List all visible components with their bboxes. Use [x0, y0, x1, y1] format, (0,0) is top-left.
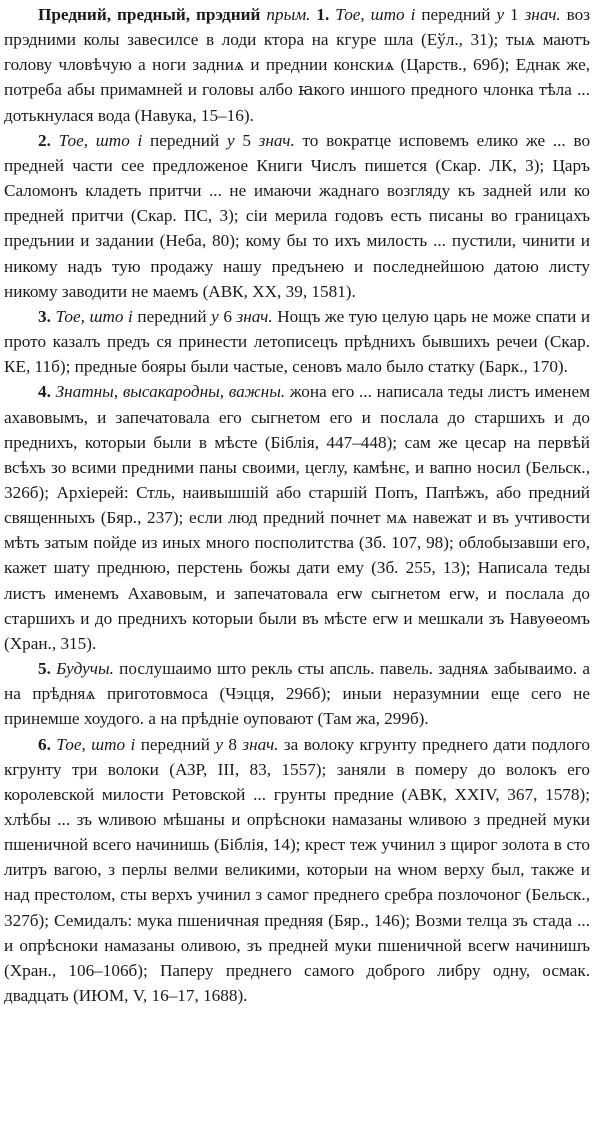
sense-text: за волоку кгрунту преднего дати подлого кгрунту три волоки (АЗР, III, 83, 1557); заняли в померу до волокъ его королевской милости Ретовской ... грунты предние (АВК, XXIV, 367, 1578); хлѣбы ... зъ ѡливою мѣшаны и опрѣсноки намазаны ѡливою з предней муки пшеничной всего начинишь (Біблія, 14); крест теж учинил з щирог золота в сто литръ вагою, з перлы велми великими, которыи на ѡном верху был, также и над престолом, сты верхъ учинил з самог преднего сребра позлочоног (Бельск., 327б); Семидалъ: мука пшеничная предняя (Бяр., 146); Возми телца зъ стада ... и опрѣсноки намазаны оливою, зъ предней муки пшеничной всегѡ начинишъ (Хран., 106–106б); Паперу преднего самого доброго либру одну, осмак. двадцать (ИЮМ, V, 16–17, 1688).: [4, 734, 591, 1006]
sense-text: жона его ... написала теды листъ именем ахавовымъ, и запечатовала его сыгнетом его и послала до старшихъ и до преднихъ, которыи были в мѣсте (Біблія, 447–448); сам же цесар на первѣй всѣхъ зо всими предними паны своими, цеглу, камѣнє, и вапно носил (Бельск., 326б); Архіерей: Стль, наивышшій або старшій Попъ, Папѣжъ, або предний священныхъ (Бяр., 237); если люд предний почнет мѧ навежат и въ учтивости мѣть затым пойде из иных много посполитства (Зб. 107, 98); облобызавши его, кажет шату преднюю, перстень божы дати ему (Зб. 255, 13); Написала теды листъ именемъ Ахавовым, и запечатовала егѡ сыгнетом егѡ, и послала до старшихъ и до преднихъ которыи были въ мѣсте егѡ и мешкали зъ Навуѳеомъ (Хран., 315).: [4, 382, 590, 653]
sense-definition-tail: передний: [421, 5, 491, 24]
sense-4-paragraph: [4, 379, 590, 656]
sense-text: послушаимо што рекль сты апсль. павель. задняѧ забываимо. а на прѣдняѧ приготовмоса (Чэцця, 296б); иныи неразумнии еще сего не принемше хоудого. а на прѣдніе оуповают (Там жа, 299б).: [4, 659, 590, 729]
sense-number: 4.: [38, 382, 51, 402]
sense-number: 5.: [38, 659, 51, 679]
sense-definition: Тое, што і: [58, 130, 143, 150]
sense-number: 3.: [38, 306, 51, 326]
sense-text: Нощъ же тую целую царь не може спати и прото казалъ предъ ся принести летописецъ прѣднихъ бывшихъ речеи (Скар. КЕ, 11б); предные бояры были частые, сеновъ мало было статку (Барк., 170).: [4, 306, 591, 377]
sense-ref-suffix: знач.: [236, 306, 273, 326]
sense-ref-prefix: у: [215, 734, 223, 754]
dictionary-entry: [4, 2, 590, 1008]
sense-definition-tail: передний: [140, 734, 210, 754]
sense-ref-suffix: знач.: [524, 5, 561, 24]
sense-5-paragraph: [4, 656, 590, 731]
sense-ref-suffix: знач.: [242, 734, 279, 754]
sense-ref-suffix: знач.: [258, 130, 295, 150]
sense-definition: Будучы.: [56, 659, 114, 679]
sense-ref-prefix: у: [211, 306, 219, 326]
sense-definition-tail: передний: [137, 306, 207, 326]
sense-definition: Знатны, высакародны, важны.: [55, 382, 286, 402]
sense-2-paragraph: [4, 128, 590, 304]
sense-definition: Тое, што і: [55, 306, 133, 326]
sense-ref-prefix: у: [496, 5, 505, 24]
sense-text: воз прэдними колы завесилсе в лоди ктора на кгуре шла (Еўл., 31); тыѧ маютъ голову чловѣчую а ноги задниѧ и преднии конскиѧ (Царств., 69б); Еднак же, потреба абы примамней и головы албо ꙗкого иншого предного члонка тѣла ... дотькнулася вода (Навука, 15–16).: [4, 5, 591, 125]
sense-3-paragraph: [4, 304, 590, 379]
sense-definition-tail: передний: [150, 130, 220, 150]
sense-text: то вократце исповемъ елико же ... во предней части сее предложеное Книги Числъ пишется (Скар. ЛК, 3); Царъ Саломонъ кладеть притчи ... не имаючи жаднаго возгляду къ задней или ко предней притчи (Скар. ПС, 3); сіи мерила годовъ есть писаны во границахъ предънии и задании (Неба, 80); кому бы то ихъ милость ... пустили, чинити и никому надъ тую продажу нашу предънею и последнейшою датою листу никому заводити не маемъ (АВК, XX, 39, 1581).: [4, 130, 591, 301]
sense-ref-num: 5: [242, 130, 251, 150]
sense-ref-num: 6: [223, 306, 232, 326]
sense-6-paragraph: [4, 732, 590, 1009]
sense-1-paragraph: [4, 2, 590, 128]
sense-number: 2.: [38, 130, 51, 150]
sense-ref-num: 8: [228, 734, 237, 754]
part-of-speech: прым.: [266, 5, 311, 24]
sense-number: 6.: [38, 734, 51, 754]
sense-ref-prefix: у: [226, 130, 235, 150]
sense-definition: Тое, што і: [335, 5, 416, 24]
sense-number: 1.: [316, 5, 330, 24]
sense-ref-num: 1: [510, 5, 519, 24]
sense-definition: Тое, што і: [56, 734, 136, 754]
headword: Предний, предный, прэдний: [38, 5, 261, 24]
